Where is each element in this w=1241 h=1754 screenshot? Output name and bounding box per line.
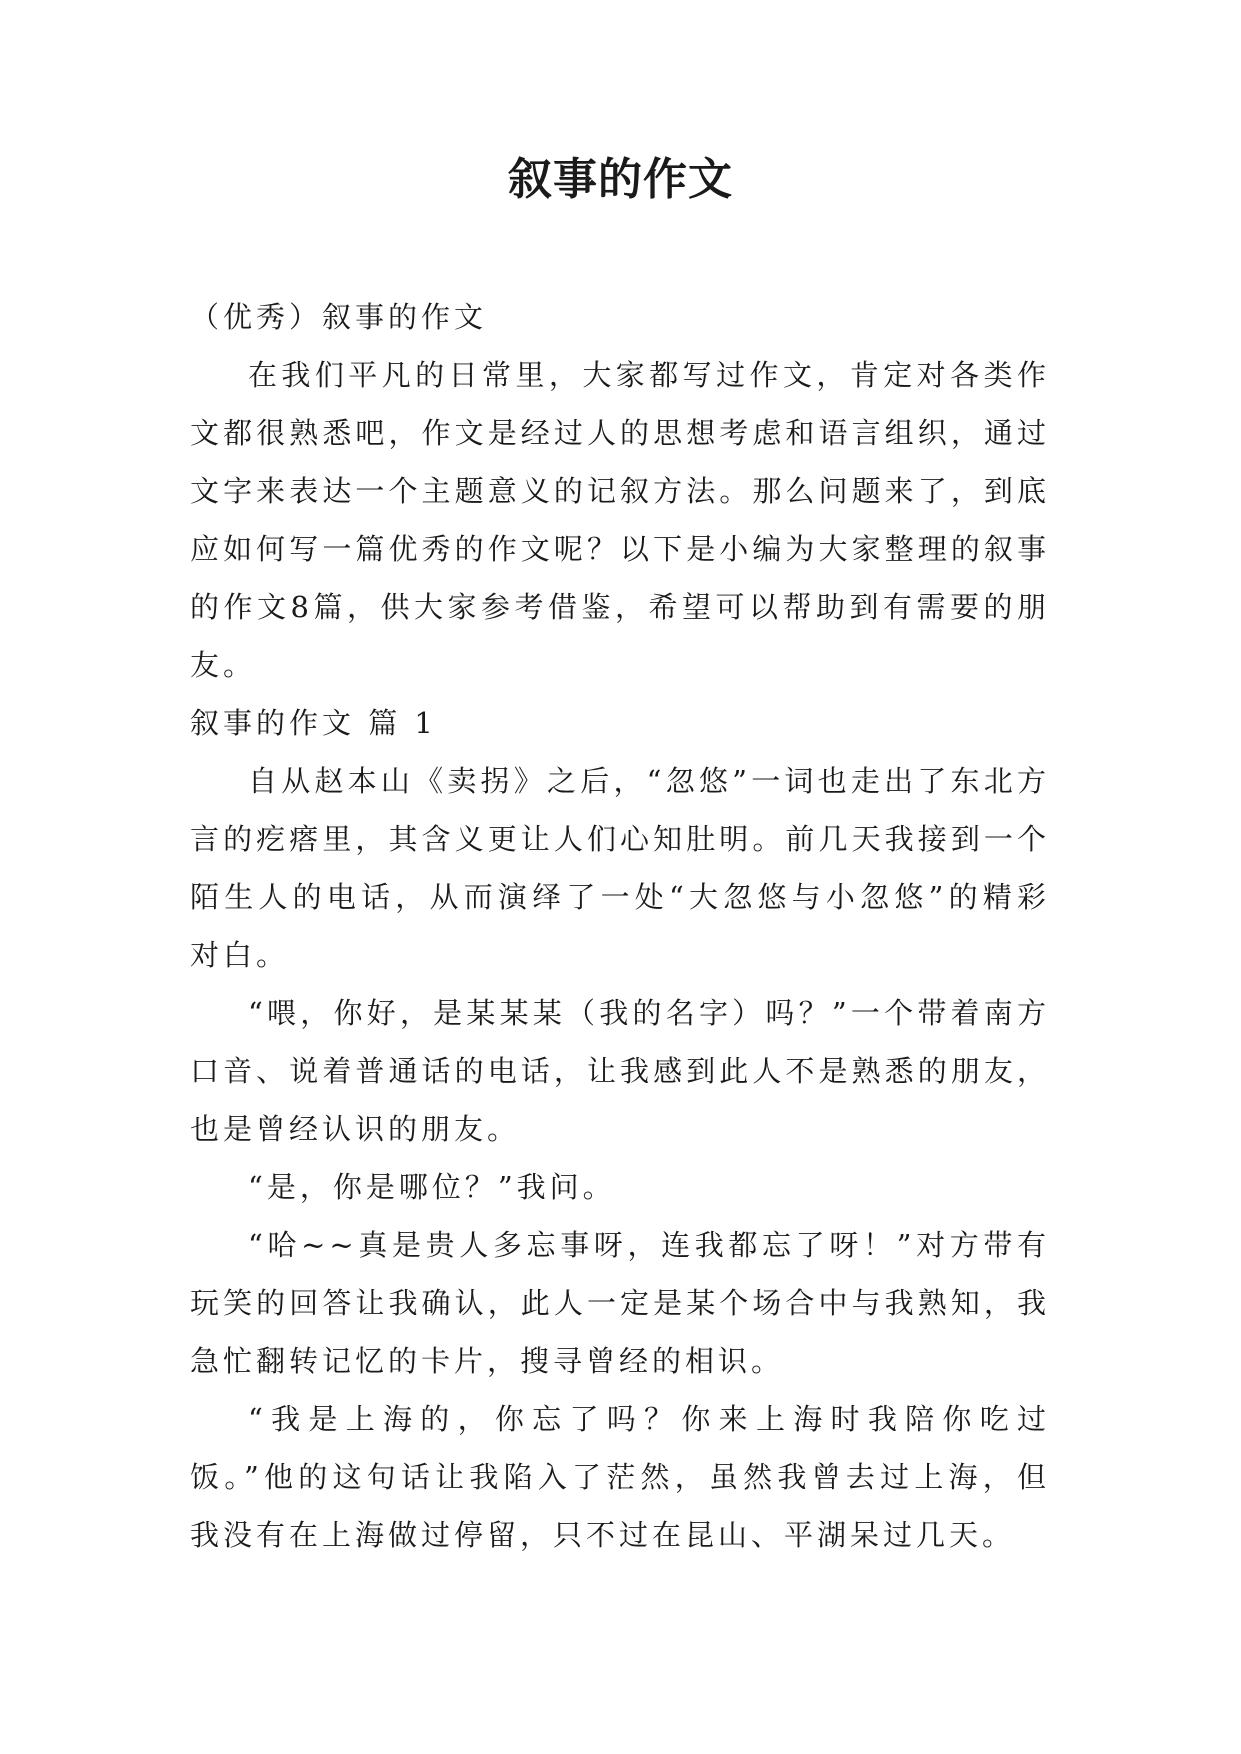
body-paragraph: “是，你是哪位？”我问。	[248, 1170, 616, 1204]
document-subtitle: （优秀）叙事的作文	[190, 300, 488, 334]
body-paragraph: “喂，你好，是某某某（我的名字）吗？”一个带着南方口音、说着普通话的电话，让我感到此人不是熟悉的朋友，也是曾经认识的朋友。	[190, 996, 1050, 1146]
document-title: 叙事的作文	[508, 154, 733, 205]
body-paragraph: “我是上海的，你忘了吗？你来上海时我陪你吃过饭。”他的这句话让我陷入了茫然，虽然我曾去过上海，但我没有在上海做过停留，只不过在昆山、平湖呆过几天。	[190, 1402, 1050, 1552]
body-paragraph: “哈~~真是贵人多忘事呀，连我都忘了呀！”对方带有玩笑的回答让我确认，此人一定是某个场合中与我熟知，我急忙翻转记忆的卡片，搜寻曾经的相识。	[190, 1228, 1050, 1378]
document-body	[190, 288, 1050, 1564]
section-heading: 叙事的作文 篇 1	[190, 706, 437, 740]
intro-paragraph: 在我们平凡的日常里，大家都写过作文，肯定对各类作文都很熟悉吧，作文是经过人的思想考虑和语言组织，通过文字来表达一个主题意义的记叙方法。那么问题来了，到底应如何写一篇优秀的作文呢？以下是小编为大家整理的叙事的作文8篇，供大家参考借鉴，希望可以帮助到有需要的朋友。	[190, 358, 1050, 682]
body-paragraph: 自从赵本山《卖拐》之后，“忽悠”一词也走出了东北方言的疙瘩里，其含义更让人们心知肚明。前几天我接到一个陌生人的电话，从而演绎了一处“大忽悠与小忽悠”的精彩对白。	[190, 764, 1050, 972]
